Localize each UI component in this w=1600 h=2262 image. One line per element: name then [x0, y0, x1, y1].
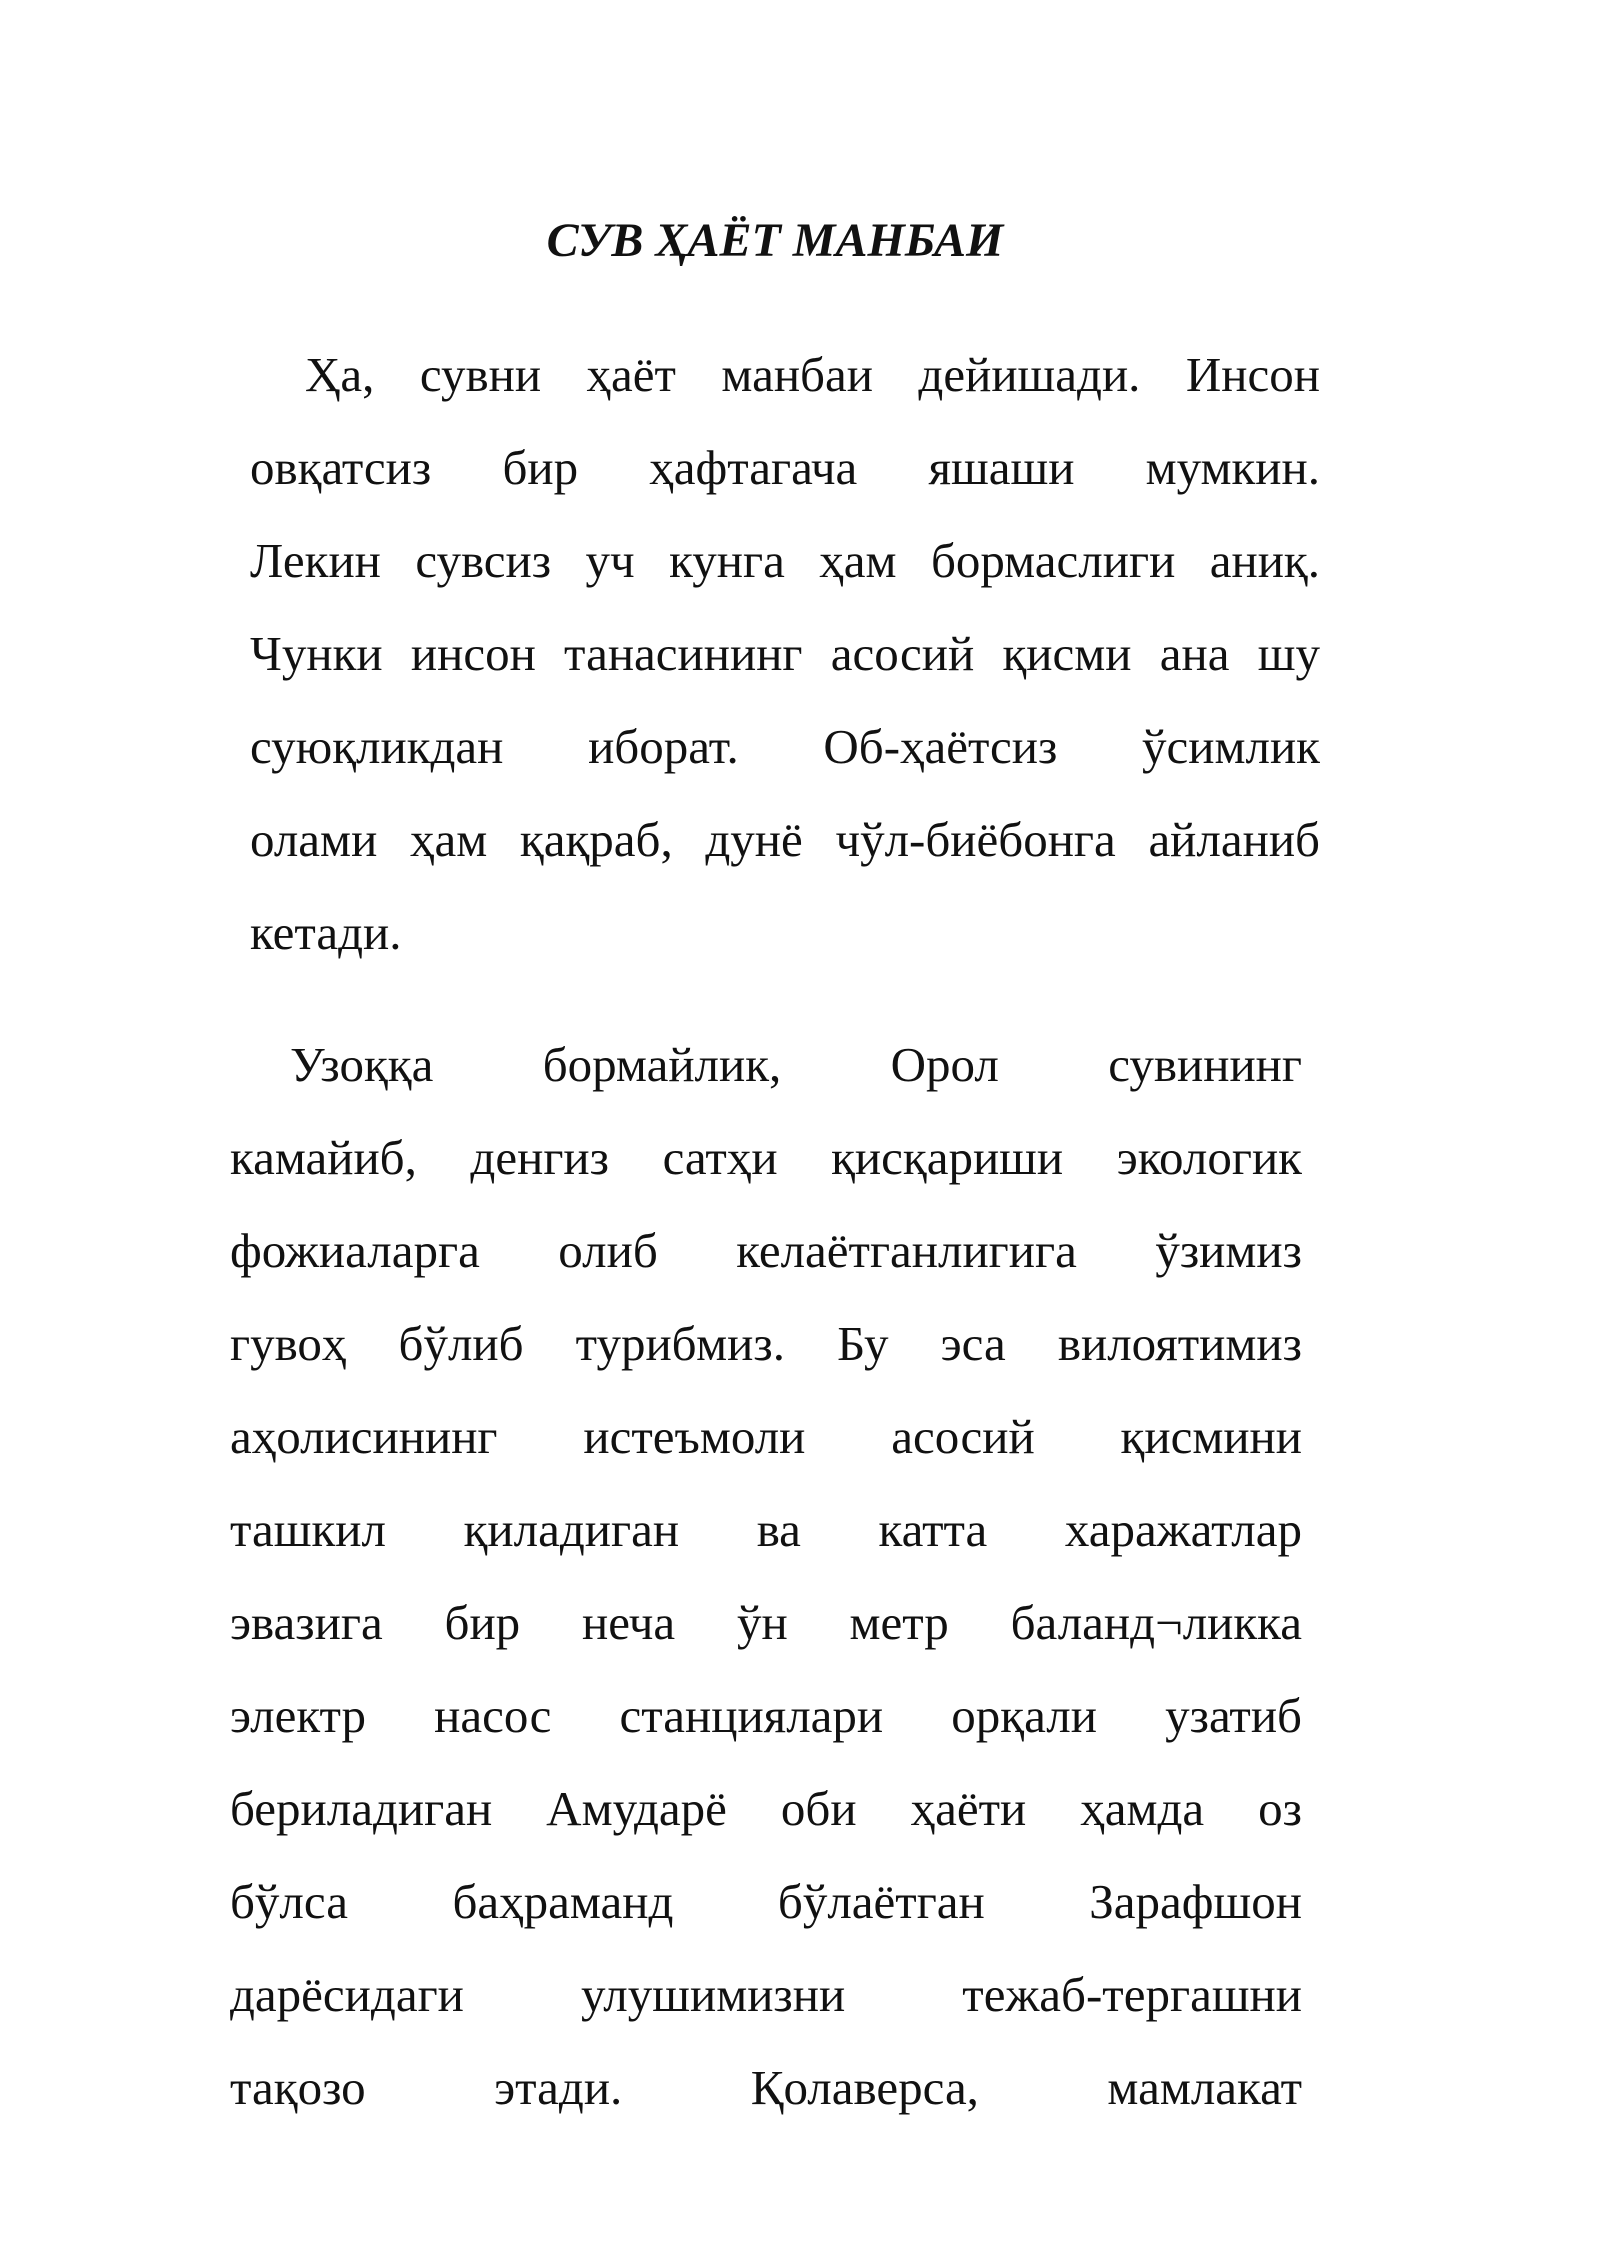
- paragraph-2-line: электр насос станциялари орқали узатиб: [230, 1688, 1302, 1743]
- paragraph-2-line: ташкил қиладиган ва катта харажатлар: [230, 1502, 1302, 1557]
- paragraph-1-line: Чунки инсон танасининг асосий қисми ана шу: [250, 626, 1320, 681]
- paragraph-1-line: Ҳа, сувни ҳаёт манбаи дейишади. Инсон: [305, 347, 1320, 402]
- paragraph-2-line: бериладиган Амударё оби ҳаёти ҳамда оз: [230, 1781, 1302, 1836]
- paragraph-2-line: Узоққа бормайлик, Орол сувининг: [290, 1037, 1302, 1092]
- paragraph-2: [230, 1018, 1302, 2134]
- paragraph-1-line: кетади.: [250, 905, 402, 960]
- paragraph-2-line: гувоҳ бўлиб турибмиз. Бу эса вилоятимиз: [230, 1316, 1302, 1371]
- paragraph-2-line: аҳолисининг истеъмоли асосий қисмини: [230, 1409, 1302, 1464]
- paragraph-2-line: дарёсидаги улушимизни тежаб-тергашни: [230, 1967, 1302, 2022]
- paragraph-2-line: фожиаларга олиб келаётганлигига ўзимиз: [230, 1223, 1302, 1278]
- paragraph-2-line: камайиб, денгиз сатҳи қисқариши экологик: [230, 1130, 1302, 1185]
- page-title: СУВ ҲАЁТ МАНБАИ: [546, 214, 1004, 267]
- paragraph-1: [250, 328, 1320, 979]
- paragraph-1-line: Лекин сувсиз уч кунга ҳам бормаслиги аниқ.: [250, 533, 1320, 588]
- paragraph-1-line: овқатсиз бир ҳафтагача яшаши мумкин.: [250, 440, 1320, 495]
- paragraph-1-line: олами ҳам қақраб, дунё чўл-биёбонга айланиб: [250, 812, 1320, 867]
- paragraph-1-line: суюқликдан иборат. Об-ҳаётсиз ўсимлик: [250, 719, 1320, 774]
- paragraph-2-line: эвазига бир неча ўн метр баланд¬ликка: [230, 1595, 1302, 1650]
- paragraph-2-line: тақозо этади. Қолаверса, мамлакат: [230, 2060, 1302, 2115]
- paragraph-2-line: бўлса баҳраманд бўлаётган Зарафшон: [230, 1874, 1302, 1929]
